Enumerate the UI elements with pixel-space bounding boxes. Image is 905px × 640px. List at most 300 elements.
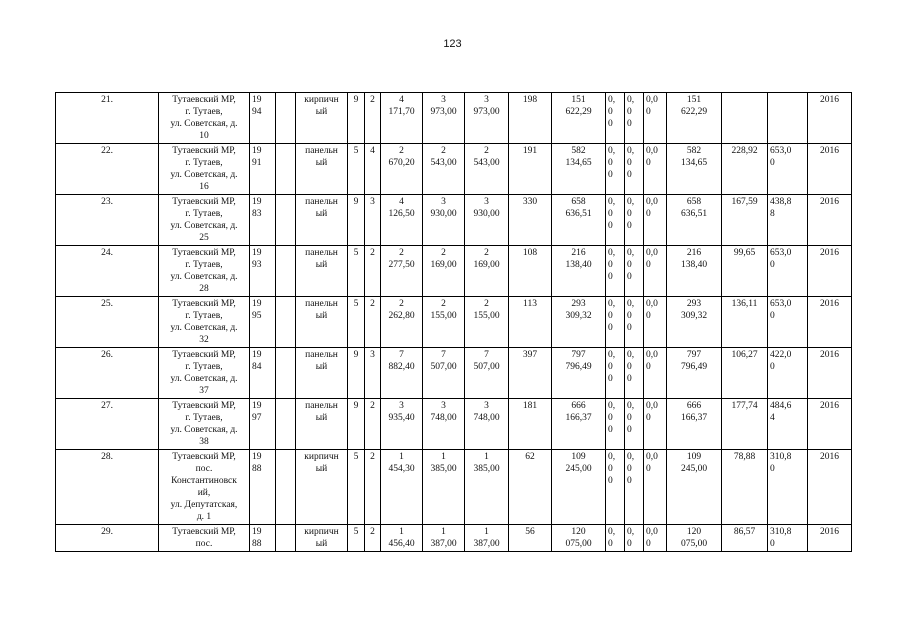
repair-cost-line: 797 (571, 350, 586, 360)
fund-2-line: 0 (627, 119, 632, 129)
fund-1-line: 0, (608, 401, 616, 411)
living-area-2-cell (465, 525, 509, 552)
fund-3-line: 0,0 (646, 452, 658, 462)
completion-year-cell: 2016 (808, 525, 852, 552)
repair-cost-cell (552, 297, 606, 348)
address-line: ул. Советская, д. (170, 272, 238, 282)
fund-2-line: 0, (627, 197, 635, 207)
address-line: г. Тутаев, (185, 260, 223, 270)
entrances-cell: 2 (365, 297, 381, 348)
living-area-2-line: 1 (484, 452, 489, 462)
fund-1-cell (606, 195, 625, 246)
max-cost-line: 0 (770, 539, 775, 549)
specific-cost-cell (722, 450, 768, 525)
max-cost-line: 4 (770, 413, 775, 423)
entrances-cell: 3 (365, 195, 381, 246)
fund-2-line: 0 (627, 209, 632, 219)
fund-1-line: 0 (608, 170, 613, 180)
wall-material-line: ый (315, 260, 328, 270)
fund-2-cell (625, 450, 644, 525)
fund-1-line: 0 (608, 119, 613, 129)
living-area-line: 543,00 (430, 158, 457, 168)
fund-3-cell (644, 525, 667, 552)
build-year-cell (250, 93, 276, 144)
address-line: г. Тутаев, (185, 362, 223, 372)
address-line: пос. (195, 539, 213, 549)
total-area-line: 1 (399, 527, 404, 537)
fund-2-line: 0 (627, 260, 632, 270)
max-cost-line: 653,0 (770, 146, 792, 156)
fund-1-cell (606, 93, 625, 144)
repair-cost-line: 636,51 (565, 209, 592, 219)
repair-cost-line: 622,29 (565, 107, 592, 117)
living-area-line: 748,00 (430, 413, 457, 423)
table-row (56, 450, 852, 525)
wall-material-cell (296, 348, 348, 399)
repair-cost-2-line: 309,32 (680, 311, 708, 321)
repair-cost-cell (552, 450, 606, 525)
build-year-line: 19 (252, 401, 262, 411)
address-line: 10 (199, 131, 209, 141)
fund-2-line: 0 (627, 311, 632, 321)
wall-material-line: ый (315, 311, 328, 321)
empty-cell (276, 144, 296, 195)
living-area-2-line: 169,00 (473, 260, 500, 270)
entrances-cell: 2 (365, 246, 381, 297)
wall-material-line: панельн (305, 197, 338, 207)
fund-1-cell (606, 246, 625, 297)
build-year-cell (250, 525, 276, 552)
living-area-2-line: 7 (484, 350, 489, 360)
address-line: д. 1 (196, 512, 212, 522)
max-cost-line: 0 (770, 260, 775, 270)
build-year-line: 95 (252, 311, 262, 321)
empty-cell (276, 93, 296, 144)
fund-1-line: 0, (608, 452, 616, 462)
specific-cost-line: 106,27 (731, 350, 758, 360)
living-area-2-cell (465, 195, 509, 246)
entrances-cell: 4 (365, 144, 381, 195)
row-number-cell: 21. (56, 93, 159, 144)
repair-cost-line: 582 (571, 146, 586, 156)
max-cost-cell (768, 93, 808, 144)
fund-1-line: 0, (608, 527, 616, 537)
living-area-cell (423, 297, 465, 348)
fund-1-cell (606, 144, 625, 195)
specific-cost-line: 78,88 (733, 452, 756, 462)
fund-1-line: 0, (608, 146, 616, 156)
address-line: ул. Советская, д. (170, 170, 238, 180)
completion-year-cell: 2016 (808, 195, 852, 246)
table-row (56, 399, 852, 450)
specific-cost-cell (722, 399, 768, 450)
specific-cost-line: 86,57 (733, 527, 756, 537)
residents-cell: 62 (509, 450, 552, 525)
fund-1-line: 0, (608, 299, 616, 309)
floors-cell: 5 (348, 450, 365, 525)
fund-1-line: 0 (608, 209, 613, 219)
specific-cost-line: 177,74 (731, 401, 758, 411)
repair-cost-2-line: 134,65 (680, 158, 708, 168)
total-area-cell (381, 144, 423, 195)
completion-year-cell: 2016 (808, 93, 852, 144)
wall-material-cell (296, 450, 348, 525)
repair-cost-line: 151 (571, 95, 586, 105)
address-cell (159, 195, 250, 246)
fund-2-line: 0 (627, 170, 632, 180)
build-year-cell (250, 348, 276, 399)
table-row (56, 93, 852, 144)
completion-year-cell: 2016 (808, 348, 852, 399)
living-area-line: 3 (441, 197, 446, 207)
wall-material-line: ый (315, 158, 328, 168)
address-cell (159, 144, 250, 195)
row-number-cell: 28. (56, 450, 159, 525)
max-cost-cell (768, 348, 808, 399)
max-cost-line: 653,0 (770, 248, 792, 258)
total-area-line: 171,70 (388, 107, 415, 117)
table-row (56, 144, 852, 195)
living-area-2-line: 507,00 (473, 362, 500, 372)
fund-3-line: 0 (646, 260, 651, 270)
total-area-line: 126,50 (388, 209, 415, 219)
fund-2-line: 0, (627, 95, 635, 105)
living-area-2-line: 385,00 (473, 464, 500, 474)
fund-2-cell (625, 195, 644, 246)
total-area-line: 670,20 (388, 158, 415, 168)
table-row (56, 246, 852, 297)
address-line: Константиновск (171, 476, 237, 486)
total-area-line: 456,40 (388, 539, 415, 549)
living-area-line: 2 (441, 146, 446, 156)
address-line: ул. Советская, д. (170, 425, 238, 435)
fund-1-cell (606, 450, 625, 525)
max-cost-line: 484,6 (770, 401, 792, 411)
residents-cell: 56 (509, 525, 552, 552)
repair-cost-2-line: 075,00 (680, 539, 708, 549)
empty-cell (276, 399, 296, 450)
specific-cost-cell (722, 297, 768, 348)
entrances-cell: 2 (365, 93, 381, 144)
living-area-2-line: 748,00 (473, 413, 500, 423)
wall-material-cell (296, 525, 348, 552)
living-area-2-line: 3 (484, 95, 489, 105)
repair-cost-2-cell (667, 246, 722, 297)
living-area-line: 930,00 (430, 209, 457, 219)
repair-cost-2-line: 796,49 (680, 362, 708, 372)
fund-1-line: 0 (608, 476, 613, 486)
residents-cell: 397 (509, 348, 552, 399)
repair-cost-2-line: 666 (686, 401, 702, 411)
repair-cost-cell (552, 93, 606, 144)
address-line: ул. Советская, д. (170, 221, 238, 231)
living-area-2-line: 1 (484, 527, 489, 537)
total-area-cell (381, 525, 423, 552)
residents-cell: 113 (509, 297, 552, 348)
fund-2-cell (625, 348, 644, 399)
address-line: ул. Советская, д. (170, 323, 238, 333)
address-cell (159, 348, 250, 399)
fund-2-line: 0 (627, 323, 632, 333)
living-area-line: 3 (441, 95, 446, 105)
living-area-line: 2 (441, 299, 446, 309)
fund-1-cell (606, 297, 625, 348)
max-cost-line: 0 (770, 362, 775, 372)
fund-1-line: 0 (608, 464, 613, 474)
entrances-cell: 3 (365, 348, 381, 399)
fund-2-line: 0, (627, 299, 635, 309)
total-area-line: 4 (399, 95, 404, 105)
address-line: пос. (195, 464, 213, 474)
address-cell (159, 525, 250, 552)
empty-cell (276, 525, 296, 552)
build-year-cell (250, 246, 276, 297)
max-cost-cell (768, 195, 808, 246)
specific-cost-line: 228,92 (731, 146, 758, 156)
empty-cell (276, 246, 296, 297)
repair-cost-line: 120 (571, 527, 586, 537)
living-area-cell (423, 525, 465, 552)
row-number-cell: 23. (56, 195, 159, 246)
residents-cell: 330 (509, 195, 552, 246)
max-cost-cell (768, 144, 808, 195)
fund-2-cell (625, 297, 644, 348)
completion-year-cell: 2016 (808, 297, 852, 348)
living-area-2-line: 2 (484, 146, 489, 156)
address-line: 38 (199, 437, 209, 447)
fund-2-line: 0, (627, 452, 635, 462)
fund-1-cell (606, 348, 625, 399)
fund-3-line: 0 (646, 158, 651, 168)
build-year-line: 19 (252, 350, 262, 360)
living-area-cell (423, 246, 465, 297)
total-area-cell (381, 399, 423, 450)
repair-cost-line: 075,00 (565, 539, 592, 549)
address-line: Тутаевский МР, (172, 299, 236, 309)
completion-year-cell: 2016 (808, 144, 852, 195)
living-area-cell (423, 195, 465, 246)
build-year-cell (250, 399, 276, 450)
living-area-line: 3 (441, 401, 446, 411)
completion-year-cell: 2016 (808, 399, 852, 450)
fund-2-line: 0, (627, 527, 635, 537)
empty-cell (276, 348, 296, 399)
fund-2-line: 0 (627, 221, 632, 231)
wall-material-line: ый (315, 413, 328, 423)
fund-1-cell (606, 525, 625, 552)
max-cost-cell (768, 450, 808, 525)
living-area-line: 169,00 (430, 260, 457, 270)
address-line: 32 (199, 335, 209, 345)
living-area-line: 973,00 (430, 107, 457, 117)
fund-3-line: 0 (646, 311, 651, 321)
row-number-cell: 24. (56, 246, 159, 297)
fund-1-line: 0 (608, 260, 613, 270)
repair-cost-2-line: 245,00 (680, 464, 708, 474)
wall-material-line: ый (315, 539, 328, 549)
specific-cost-line: 136,11 (731, 299, 758, 309)
address-line: Тутаевский МР, (172, 248, 236, 258)
build-year-line: 84 (252, 362, 262, 372)
living-area-2-cell (465, 144, 509, 195)
fund-3-cell (644, 246, 667, 297)
repair-cost-2-line: 582 (686, 146, 702, 156)
fund-2-cell (625, 399, 644, 450)
living-area-line: 155,00 (430, 311, 457, 321)
repair-cost-cell (552, 348, 606, 399)
wall-material-line: кирпичн (304, 527, 339, 537)
fund-1-line: 0 (608, 311, 613, 321)
total-area-line: 882,40 (388, 362, 415, 372)
build-year-line: 93 (252, 260, 262, 270)
address-cell (159, 450, 250, 525)
build-year-line: 19 (252, 248, 262, 258)
fund-2-line: 0 (627, 374, 632, 384)
address-line: Тутаевский МР, (172, 197, 236, 207)
max-cost-cell (768, 297, 808, 348)
entrances-cell: 2 (365, 450, 381, 525)
address-line: Тутаевский МР, (172, 527, 236, 537)
build-year-line: 19 (252, 527, 262, 537)
living-area-2-line: 387,00 (473, 539, 500, 549)
address-line: Тутаевский МР, (172, 95, 236, 105)
repair-cost-2-line: 797 (686, 350, 702, 360)
build-year-line: 83 (252, 209, 262, 219)
residents-cell: 191 (509, 144, 552, 195)
fund-3-line: 0,0 (646, 248, 658, 258)
fund-3-line: 0 (646, 464, 651, 474)
row-number-cell: 26. (56, 348, 159, 399)
repair-cost-cell (552, 144, 606, 195)
floors-cell: 5 (348, 246, 365, 297)
build-year-line: 19 (252, 452, 262, 462)
repair-cost-2-cell (667, 144, 722, 195)
fund-1-line: 0 (608, 413, 613, 423)
address-line: Тутаевский МР, (172, 452, 236, 462)
floors-cell: 5 (348, 144, 365, 195)
total-area-cell (381, 450, 423, 525)
repair-cost-line: 166,37 (565, 413, 592, 423)
living-area-2-cell (465, 93, 509, 144)
repair-cost-cell (552, 525, 606, 552)
address-line: 28 (199, 284, 209, 294)
fund-3-line: 0 (646, 209, 651, 219)
total-area-line: 2 (399, 248, 404, 258)
repair-cost-2-line: 658 (686, 197, 702, 207)
repair-cost-2-line: 636,51 (680, 209, 708, 219)
fund-2-line: 0, (627, 248, 635, 258)
fund-3-cell (644, 297, 667, 348)
repair-cost-line: 796,49 (565, 362, 592, 372)
total-area-line: 2 (399, 299, 404, 309)
address-line: ул. Депутатская, (170, 500, 238, 510)
max-cost-cell (768, 246, 808, 297)
repair-cost-line: 109 (571, 452, 586, 462)
living-area-2-cell (465, 348, 509, 399)
wall-material-line: панельн (305, 299, 338, 309)
wall-material-line: панельн (305, 248, 338, 258)
living-area-2-line: 2 (484, 299, 489, 309)
max-cost-line: 310,8 (770, 527, 792, 537)
living-area-line: 387,00 (430, 539, 457, 549)
table-row (56, 348, 852, 399)
max-cost-line: 422,0 (770, 350, 792, 360)
fund-2-line: 0, (627, 401, 635, 411)
specific-cost-cell (722, 93, 768, 144)
wall-material-line: кирпичн (304, 95, 339, 105)
repair-cost-cell (552, 246, 606, 297)
wall-material-cell (296, 144, 348, 195)
wall-material-cell (296, 246, 348, 297)
repair-cost-2-line: 151 (686, 95, 702, 105)
fund-1-line: 0, (608, 197, 616, 207)
address-cell (159, 246, 250, 297)
fund-1-line: 0 (608, 323, 613, 333)
fund-1-cell (606, 399, 625, 450)
max-cost-cell (768, 525, 808, 552)
table-row (56, 297, 852, 348)
address-line: г. Тутаев, (185, 107, 223, 117)
repair-cost-2-cell (667, 525, 722, 552)
specific-cost-cell (722, 195, 768, 246)
total-area-cell (381, 246, 423, 297)
repair-cost-2-line: 120 (686, 527, 702, 537)
repair-cost-2-line: 138,40 (680, 260, 708, 270)
living-area-cell (423, 450, 465, 525)
fund-2-cell (625, 93, 644, 144)
specific-cost-line: 167,59 (731, 197, 758, 207)
wall-material-cell (296, 93, 348, 144)
wall-material-line: ый (315, 107, 328, 117)
living-area-2-line: 3 (484, 197, 489, 207)
wall-material-line: ый (315, 209, 328, 219)
wall-material-cell (296, 195, 348, 246)
address-cell (159, 399, 250, 450)
living-area-2-line: 543,00 (473, 158, 500, 168)
fund-2-line: 0 (627, 272, 632, 282)
repair-cost-2-line: 109 (686, 452, 702, 462)
max-cost-line: 0 (770, 311, 775, 321)
residents-cell: 108 (509, 246, 552, 297)
living-area-cell (423, 399, 465, 450)
wall-material-line: панельн (305, 350, 338, 360)
total-area-line: 7 (399, 350, 404, 360)
wall-material-line: панельн (305, 146, 338, 156)
fund-3-line: 0,0 (646, 95, 658, 105)
address-line: Тутаевский МР, (172, 350, 236, 360)
fund-2-cell (625, 144, 644, 195)
living-area-line: 2 (441, 248, 446, 258)
page-number: 123 (443, 38, 462, 50)
floors-cell: 9 (348, 399, 365, 450)
repair-cost-2-cell (667, 348, 722, 399)
build-year-line: 97 (252, 413, 262, 423)
address-line: Тутаевский МР, (172, 146, 236, 156)
fund-3-cell (644, 450, 667, 525)
living-area-line: 7 (441, 350, 446, 360)
living-area-2-line: 155,00 (473, 311, 500, 321)
address-line: 25 (199, 233, 209, 243)
empty-cell (276, 195, 296, 246)
wall-material-line: кирпичн (304, 452, 339, 462)
fund-2-line: 0, (627, 146, 635, 156)
floors-cell: 9 (348, 93, 365, 144)
table-row (56, 525, 852, 552)
entrances-cell: 2 (365, 399, 381, 450)
living-area-line: 1 (441, 527, 446, 537)
fund-3-cell (644, 144, 667, 195)
repair-cost-2-cell (667, 399, 722, 450)
